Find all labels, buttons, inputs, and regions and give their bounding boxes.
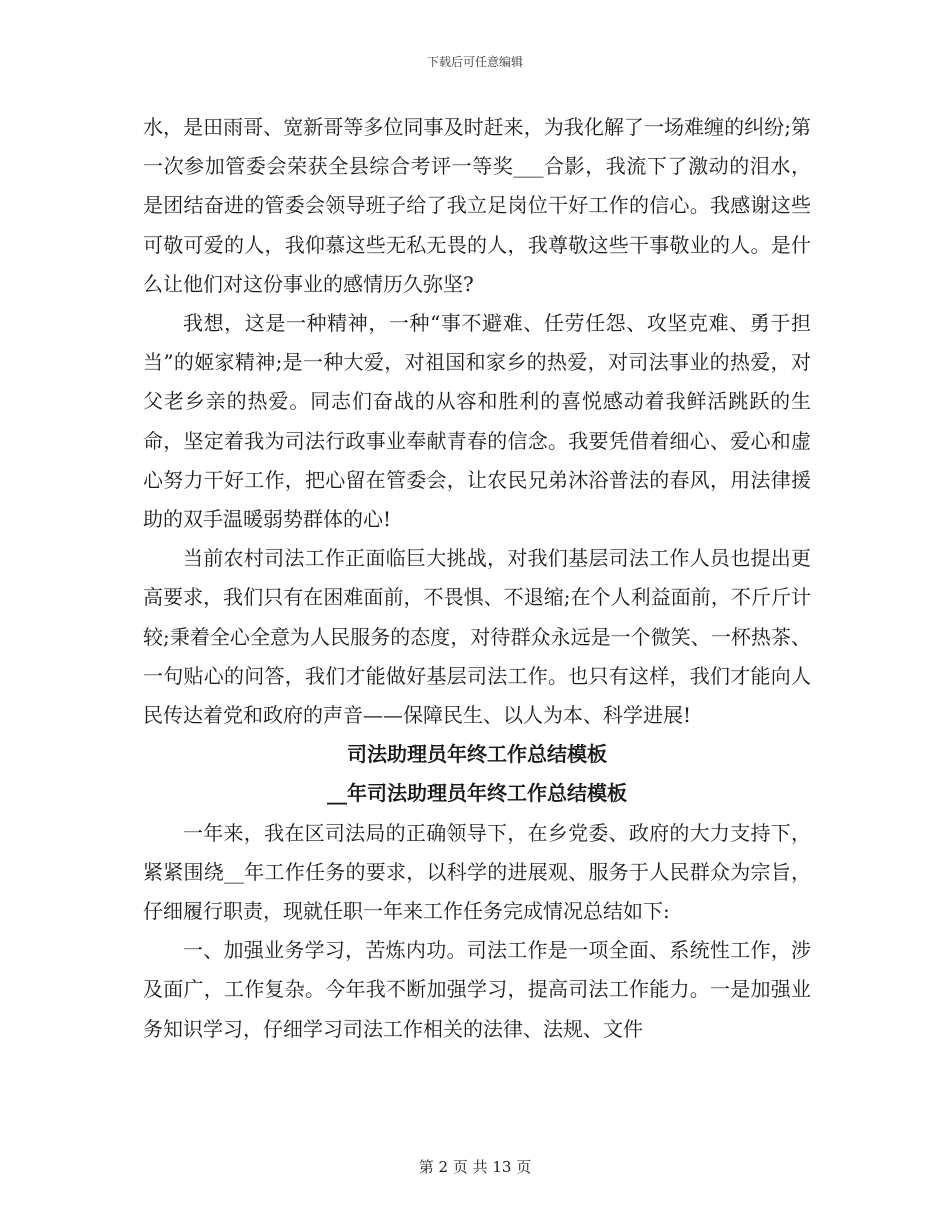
paragraph-2: 我想，这是一种精神，一种“事不避难、任劳任怨、攻坚克难、勇于担当”的姬家精神;是一种大爱，对祖国和家乡的热爱，对司法事业的热爱，对父老乡亲的热爱。同志们奋战的从容和胜利的喜悦感动着我鲜活跳跃的生命，坚定着我为司法行政事业奉献青春的信念。我要凭借着细心、爱心和虚心努力干好工作，把心留在管委会，让农民兄弟沐浴普法的春风，用法律援助的双手温暖弱势群体的心! (143, 311, 811, 532)
page-number: 第 2 页 共 13 页 (418, 1158, 532, 1176)
paragraph-4: 一年来，我在区司法局的正确领导下，在乡党委、政府的大力支持下，紧紧围绕__年工作任务的要求，以科学的进展观、服务于人民群众为宗旨，仔细履行职责，现就任职一年来工作任务完成情况总结如下: (143, 820, 811, 924)
paragraph-5: 一、加强业务学习，苦炼内功。司法工作是一项全面、系统性工作，涉及面广，工作复杂。今年我不断加强学习，提高司法工作能力。一是加强业务知识学习，仔细学习司法工作相关的法律、法规、文件 (143, 938, 811, 1041)
section-title: 司法助理员年终工作总结模板 (347, 742, 607, 767)
paragraph-1: 水，是田雨哥、宽新哥等多位同事及时赶来，为我化解了一场难缠的纠纷;第一次参加管委会荣获全县综合考评一等奖___合影，我流下了激动的泪水，是团结奋进的管委会领导班子给了我立足岗位干好工作的信心。我感谢这些可敬可爱的人，我仰慕这些无私无畏的人，我尊敬这些干事敬业的人。是什么让他们对这份事业的感情历久弥坚? (143, 115, 811, 296)
document-body (143, 108, 811, 1049)
paragraph-3: 当前农村司法工作正面临巨大挑战，对我们基层司法工作人员也提出更高要求，我们只有在困难面前，不畏惧、不退缩;在个人利益面前，不斤斤计较;秉着全心全意为人民服务的态度，对待群众永远是一个微笑、一杯热茶、一句贴心的问答，我们才能做好基层司法工作。也只有这样，我们才能向人民传达着党和政府的声音——保障民生、以人为本、科学进展! (143, 546, 811, 728)
section-subtitle: __年司法助理员年终工作总结模板 (327, 781, 627, 806)
header-note: 下载后可任意编辑 (426, 55, 523, 69)
